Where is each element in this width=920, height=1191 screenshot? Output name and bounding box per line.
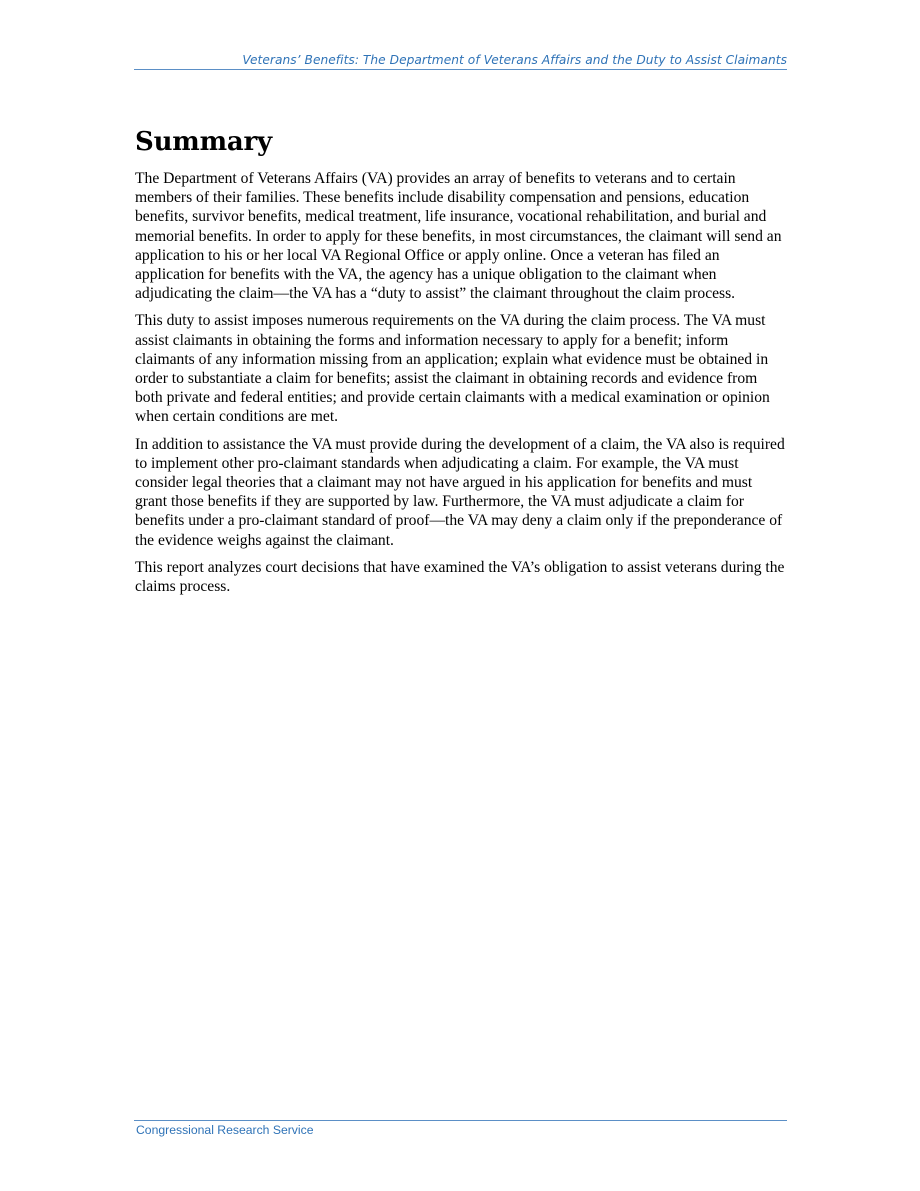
- footer-organization: Congressional Research Service: [136, 1123, 314, 1137]
- section-heading: Summary: [135, 127, 272, 157]
- summary-paragraph-4: This report analyzes court decisions that have examined the VA’s obligation to assist veterans during the claims process.: [135, 558, 785, 596]
- summary-paragraph-3: In addition to assistance the VA must provide during the development of a claim, the VA also is required to implement other pro-claimant standards when adjudicating a claim. For example, the VA must consider legal theories that a claimant may not have argued in his application for benefits and must grant those benefits if they are supported by law. Furthermore, the VA must adjudicate a claim for benefits under a pro-claimant standard of proof—the VA may deny a claim only if the preponderance of the evidence weighs against the claimant.: [135, 435, 785, 549]
- header-rule: [134, 69, 787, 70]
- footer-rule: [134, 1120, 787, 1121]
- summary-paragraph-1: The Department of Veterans Affairs (VA) provides an array of benefits to veterans and to certain members of their families. These benefits include disability compensation and pensions, education benefits, survivor benefits, medical treatment, life insurance, vocational rehabilitation, and burial and memorial benefits. In order to apply for these benefits, in most circumstances, the claimant will send an application to his or her local VA Regional Office or apply online. Once a veteran has filed an application for benefits with the VA, the agency has a unique obligation to the claimant when adjudicating the claim—the VA has a “duty to assist” the claimant throughout the claim process.: [135, 170, 782, 303]
- running-header-title: Veterans’ Benefits: The Department of Veterans Affairs and the Duty to Assist Claimants: [242, 53, 787, 67]
- summary-section: [135, 124, 787, 604]
- summary-paragraph-2: This duty to assist imposes numerous requirements on the VA during the claim process. The VA must assist claimants in obtaining the forms and information necessary to apply for a benefit; inform claimants of any information missing from an application; explain what evidence must be obtained in order to substantiate a claim for benefits; assist the claimant in obtaining records and evidence from both private and federal entities; and provide certain claimants with a medical examination or opinion when certain conditions are met.: [135, 312, 770, 426]
